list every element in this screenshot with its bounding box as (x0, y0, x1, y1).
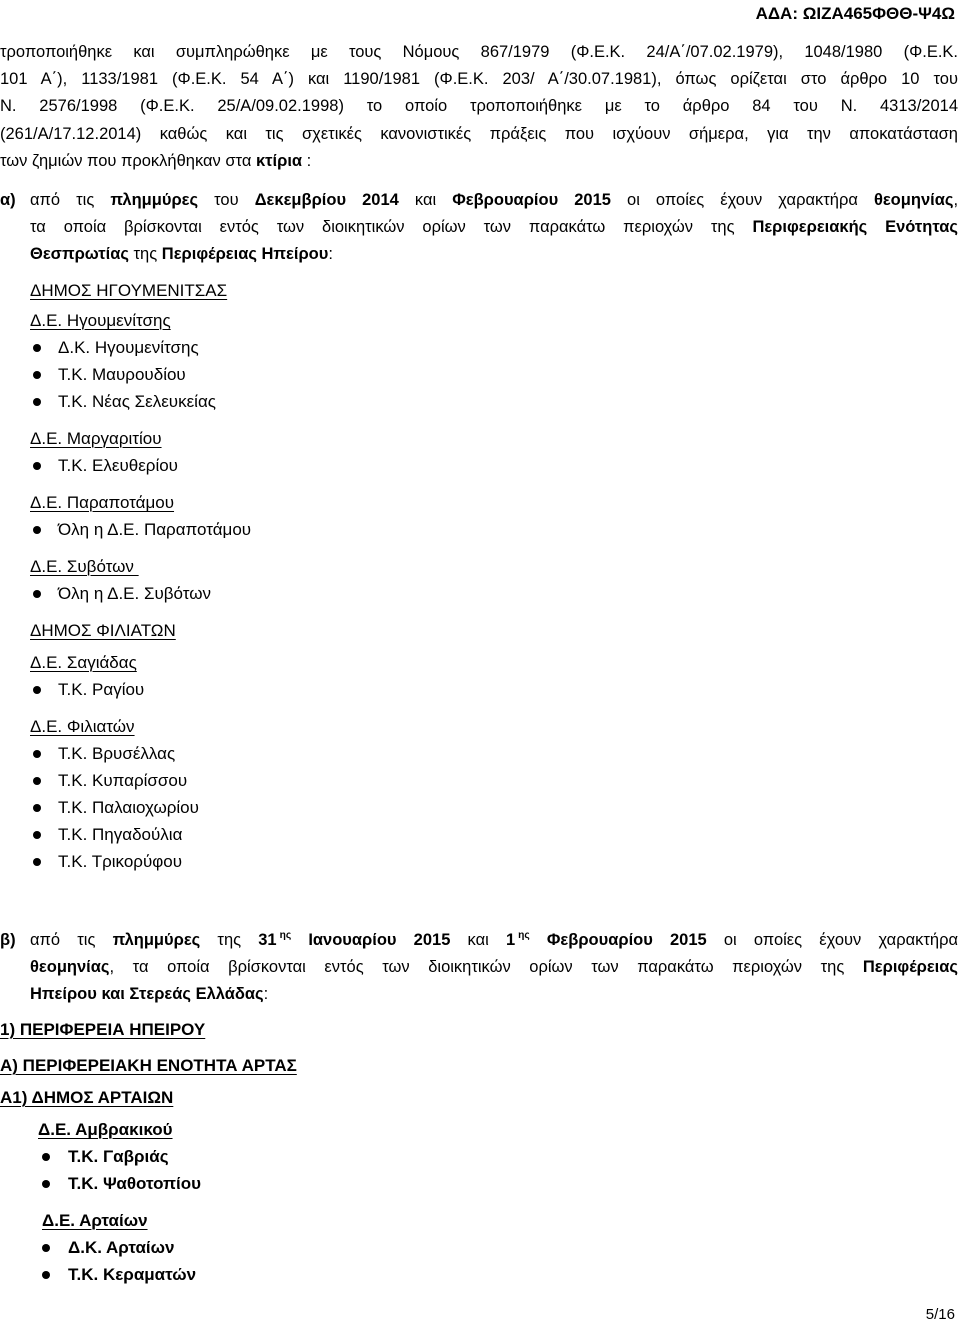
list-item (30, 334, 199, 361)
list-item-text: Δ.Κ. Αρταίων (68, 1238, 175, 1257)
bullet-icon (42, 1180, 50, 1188)
bullet-icon (33, 750, 41, 758)
bullet-icon (33, 831, 41, 839)
bold-text: θεομηνίας (30, 958, 110, 976)
list-item-text: Τ.Κ. Γαβριάς (68, 1147, 169, 1166)
paragraph-line (30, 981, 958, 1008)
list-item-text: Τ.Κ. Κυπαρίσσου (58, 771, 188, 790)
list-item-text: Όλη η Δ.Ε. Συβότων (58, 584, 211, 603)
list-item (30, 794, 199, 821)
list-item (30, 767, 187, 794)
unit-heading: Δ.Ε. Σαγιάδας (30, 653, 137, 672)
text-run: , τα οποία βρίσκονται εντός των διοικητικών ορίων των παρακάτω περιοχών της (109, 958, 863, 976)
paragraph-runs (30, 218, 958, 236)
bullet-icon (33, 526, 41, 534)
unit-heading: Δ.Ε. Φιλιατών (30, 717, 135, 736)
list-item (38, 1234, 174, 1261)
paragraph-runs (30, 958, 958, 976)
bold-text: Ιανουαρίου 2015 (291, 931, 451, 949)
list-item-text: Τ.Κ. Μαυρουδίου (58, 365, 186, 384)
unit-heading: Δ.Ε. Μαργαριτίου (30, 429, 162, 448)
bullet-icon (33, 804, 41, 812)
list-item (30, 848, 182, 875)
bold-text: 31 (258, 931, 277, 949)
municipality-heading: Α1) ΔΗΜΟΣ ΑΡΤΑΙΩΝ (0, 1088, 174, 1107)
bullet-icon (33, 344, 41, 352)
municipality-heading: ΔΗΜΟΣ ΦΙΛΙΑΤΩΝ (30, 621, 176, 640)
paragraph-line (30, 241, 958, 268)
list-item-text: Τ.Κ. Βρυσέλλας (58, 744, 176, 763)
bold-text: πλημμύρες (110, 191, 199, 209)
bold-text: θεομηνίας (873, 191, 954, 209)
list-item (30, 676, 144, 703)
text-run: : (328, 245, 333, 263)
list-item-text: Τ.Κ. Νέας Σελευκείας (58, 392, 216, 411)
list-item (38, 1143, 169, 1170)
list-item (30, 452, 178, 479)
bold-text: Περιφέρειας (862, 958, 958, 976)
text-run: από τις (30, 191, 111, 209)
page-number: 5/16 (925, 1306, 955, 1323)
text-run: της (128, 245, 162, 263)
text-run: των ζημιών που προκλήθηκαν στα (0, 152, 256, 170)
paragraph-runs (0, 152, 311, 170)
unit-heading: Δ.Ε. Αρταίων (42, 1211, 148, 1230)
list-item (30, 821, 182, 848)
bold-text: πλημμύρες (112, 931, 201, 949)
text-run: της (200, 931, 259, 949)
bullet-icon (42, 1244, 50, 1252)
bullet-icon (33, 858, 41, 866)
region-heading: 1) ΠΕΡΙΦΕΡΕΙΑ ΗΠΕΙΡΟΥ (0, 1020, 206, 1039)
bullet-icon (33, 686, 41, 694)
section-label: β) (0, 931, 16, 949)
paragraph-line (30, 954, 958, 981)
list-item-text: Τ.Κ. Πηγαδούλια (58, 825, 183, 844)
bullet-icon (33, 777, 41, 785)
paragraph-line: Ν. 2576/1998 (Φ.Ε.Κ. 25/Α/09.02.1998) το οποίο τροποποιήθηκε με το άρθρο 84 του Ν. 4313/2014 (0, 97, 958, 115)
list-item (30, 516, 251, 543)
text-run: και (398, 191, 453, 209)
text-run: τα οποία βρίσκονται εντός των διοικητικών ορίων των παρακάτω περιοχών της (30, 218, 753, 236)
list-item-text: Τ.Κ. Τρικορύφου (58, 852, 183, 871)
paragraph-line: (261/Α/17.12.2014) καθώς και τις σχετικές κανονιστικές πράξεις που ισχύουν σήμερα, για την αποκατάσταση (0, 125, 958, 143)
paragraph-line (0, 148, 958, 175)
paragraph-line: τροποποιήθηκε και συμπληρώθηκε με τους Νόμους 867/1979 (Φ.Ε.Κ. 24/Α΄/07.02.1979), 1048/1980 (Φ.Ε.Κ. (0, 43, 958, 61)
bold-text: Φεβρουαρίου 2015 (452, 191, 611, 209)
paragraph-line: 101 Α΄), 1133/1981 (Φ.Ε.Κ. 54 Α΄) και 1190/1981 (Φ.Ε.Κ. 203/ Α΄/30.07.1981), όπως ορίζεται στο άρθρο 10 του (0, 70, 958, 88)
paragraph-runs (30, 931, 958, 949)
list-item-text: Τ.Κ. Ψαθοτοπίου (68, 1174, 202, 1193)
list-item (30, 388, 216, 415)
ada-code: ΑΔΑ: ΩΙΖΑ465ΦΘΘ-Ψ4Ω (755, 4, 955, 23)
paragraph-runs (30, 245, 333, 263)
bold-text: Ηπείρου και Στερεάς Ελλάδας (30, 985, 264, 1003)
bullet-icon (42, 1271, 50, 1279)
text-run: : (302, 152, 312, 170)
unit-heading: Δ.Ε. Αμβρακικού (38, 1120, 173, 1139)
unit-heading: Δ.Ε. Συβότων (30, 557, 139, 576)
municipality-heading: ΔΗΜΟΣ ΗΓΟΥΜΕΝΙΤΣΑΣ (30, 281, 228, 300)
superscript-text: ης (279, 930, 292, 942)
text-run: , (953, 191, 959, 209)
bold-text: Δεκεμβρίου 2014 (254, 191, 399, 209)
bold-text: Θεσπρωτίας (30, 245, 129, 263)
list-item (30, 740, 175, 767)
bold-text: κτίρια (255, 152, 303, 170)
paragraph-line (0, 927, 958, 956)
section-label: α) (0, 191, 16, 209)
bullet-icon (33, 462, 41, 470)
list-item-text: Τ.Κ. Ελευθερίου (58, 456, 178, 475)
bullet-icon (33, 398, 41, 406)
list-item (38, 1170, 201, 1197)
unit-heading: Δ.Ε. Παραποτάμου (30, 493, 175, 512)
bullet-icon (33, 590, 41, 598)
bullet-icon (33, 371, 41, 379)
bold-text: Περιφερειακής Ενότητας (752, 218, 958, 236)
superscript-text: ης (518, 930, 530, 942)
paragraph-line (0, 187, 958, 214)
text-run: και (450, 931, 506, 949)
bold-text: Περιφέρειας Ηπείρου (161, 245, 329, 263)
list-item (30, 580, 211, 607)
unit-heading: Δ.Ε. Ηγουμενίτσης (30, 311, 171, 330)
bold-text: Φεβρουαρίου 2015 (529, 931, 707, 949)
text-run: οι οποίες έχουν χαρακτήρα (706, 931, 958, 949)
paragraph-runs (30, 191, 958, 209)
list-item-text: Δ.Κ. Ηγουμενίτσης (58, 338, 199, 357)
list-item-text: Τ.Κ. Παλαιοχωρίου (58, 798, 199, 817)
bullet-icon (42, 1153, 50, 1161)
regional-unit-heading: Α) ΠΕΡΙΦΕΡΕΙΑΚΗ ΕΝΟΤΗΤΑ ΑΡΤΑΣ (0, 1056, 297, 1075)
paragraph-line (30, 214, 958, 241)
list-item (38, 1261, 196, 1288)
text-run: του (198, 191, 255, 209)
list-item-text: Τ.Κ. Κεραματών (68, 1265, 197, 1284)
text-run: : (263, 985, 269, 1003)
text-run: από τις (30, 931, 113, 949)
bold-text: 1 (505, 931, 516, 949)
list-item-text: Όλη η Δ.Ε. Παραποτάμου (58, 520, 252, 539)
list-item (30, 361, 186, 388)
list-item-text: Τ.Κ. Ραγίου (58, 680, 145, 699)
paragraph-runs (30, 985, 268, 1003)
text-run: οι οποίες έχουν χαρακτήρα (610, 191, 874, 209)
